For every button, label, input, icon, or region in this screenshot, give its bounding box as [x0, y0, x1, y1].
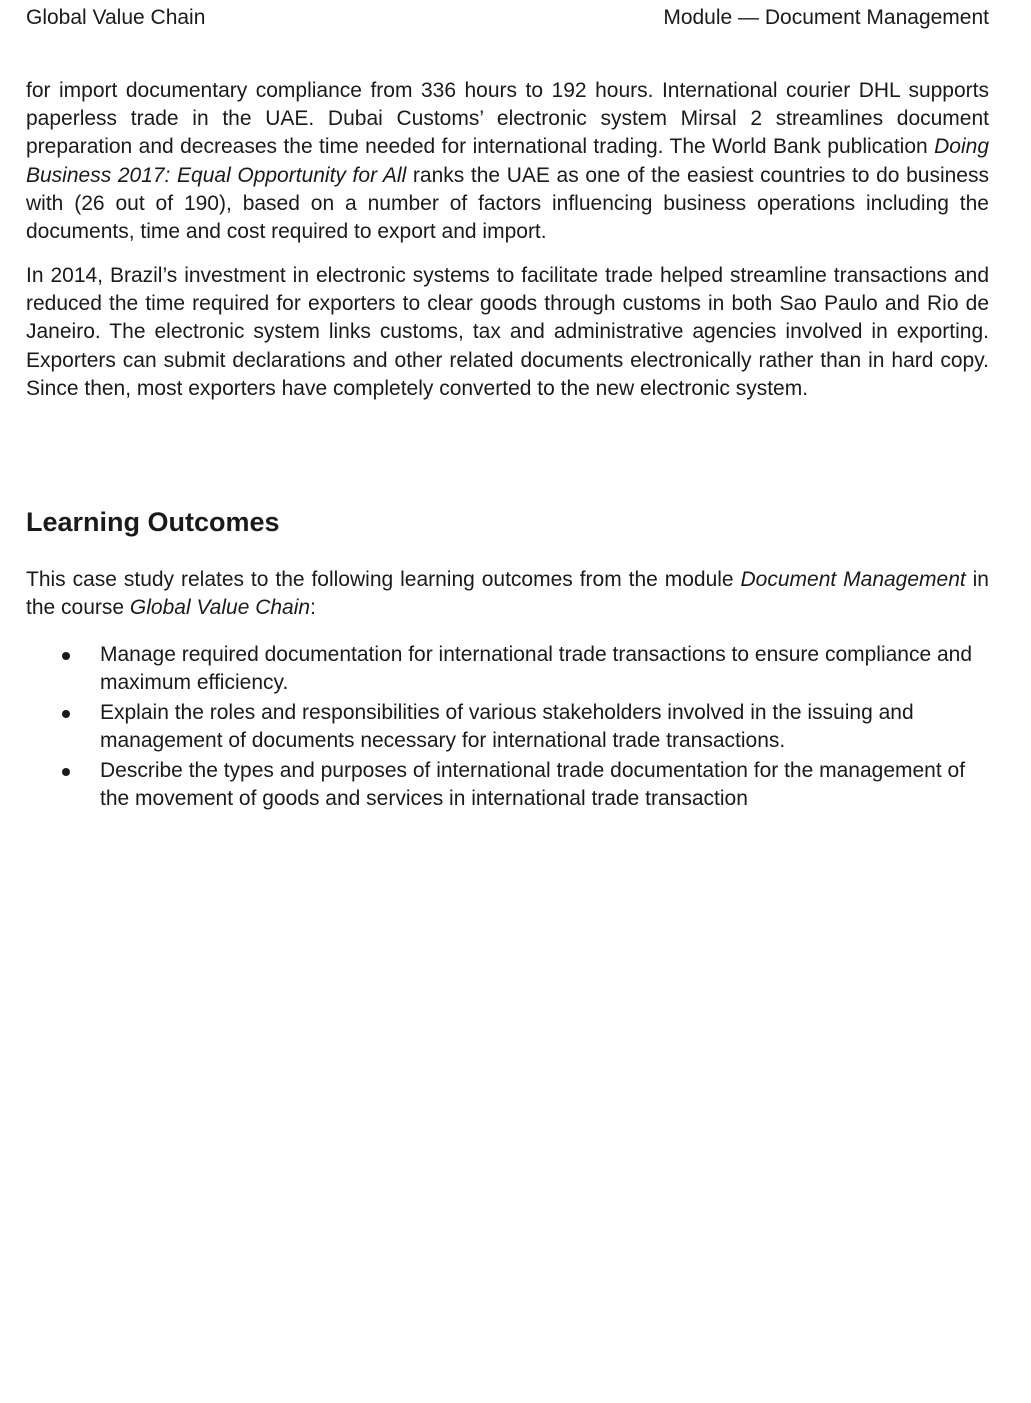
intro-text-2: in the course [26, 568, 989, 620]
header-module-title: Module — Document Management [663, 6, 989, 29]
paragraph-brazil: In 2014, Brazil’s investment in electronic systems to facilitate trade helped streamline transactions and reduced the time required for exporters to clear goods through customs in both Sao Paulo and Rio de Janeiro. The electronic system links customs, tax and administrative agencies involved in exporting. Exporters can submit declarations and other related documents electronically rather than in hard copy. Since then, most exporters have completely converted to the new electronic system. [26, 264, 989, 400]
list-item [26, 699, 989, 755]
paragraph-uae-text-2: ranks the UAE as one of the easiest countries to do business with (26 out of 190), based on a number of factors influencing business operations including the documents, time and cost required to export and import. [26, 163, 989, 244]
intro-module-name: Document Management [740, 568, 966, 591]
list-item [26, 757, 989, 813]
paragraph-uae [26, 77, 989, 246]
bullet-icon [62, 652, 70, 660]
intro-text-3: : [310, 596, 316, 620]
section-heading: Learning Outcomes [26, 507, 280, 537]
list-item [26, 641, 989, 697]
page-header [26, 5, 989, 31]
intro-text-1: This case study relates to the following learning outcomes from the module [26, 568, 741, 591]
paragraph-uae-text-1: for import documentary compliance from 336 hours to 192 hours. International courier DHL supports paperless trade in the UAE. Dubai Customs’ electronic system Mirsal 2 streamlines document preparation and decreases the time needed for international trading. The World Bank publication [26, 79, 989, 159]
header-course-title: Global Value Chain [26, 6, 206, 29]
intro-course-name: Global Value Chain [129, 596, 311, 620]
bullet-icon [62, 768, 70, 776]
bullet-icon [62, 710, 70, 718]
outcome-text: Describe the types and purposes of international trade documentation for the management of the movement of goods and services in international trade transaction [100, 758, 966, 810]
publication-title: Doing Business 2017: Equal Opportunity for All [26, 135, 989, 187]
learning-outcomes-list [26, 641, 989, 814]
outcome-text: Explain the roles and responsibilities of various stakeholders involved in the issuing and management of documents necessary for international trade transactions. [100, 700, 914, 752]
outcome-text: Manage required documentation for international trade transactions to ensure compliance and maximum efficiency. [100, 643, 973, 695]
learning-outcomes-intro [26, 566, 989, 622]
